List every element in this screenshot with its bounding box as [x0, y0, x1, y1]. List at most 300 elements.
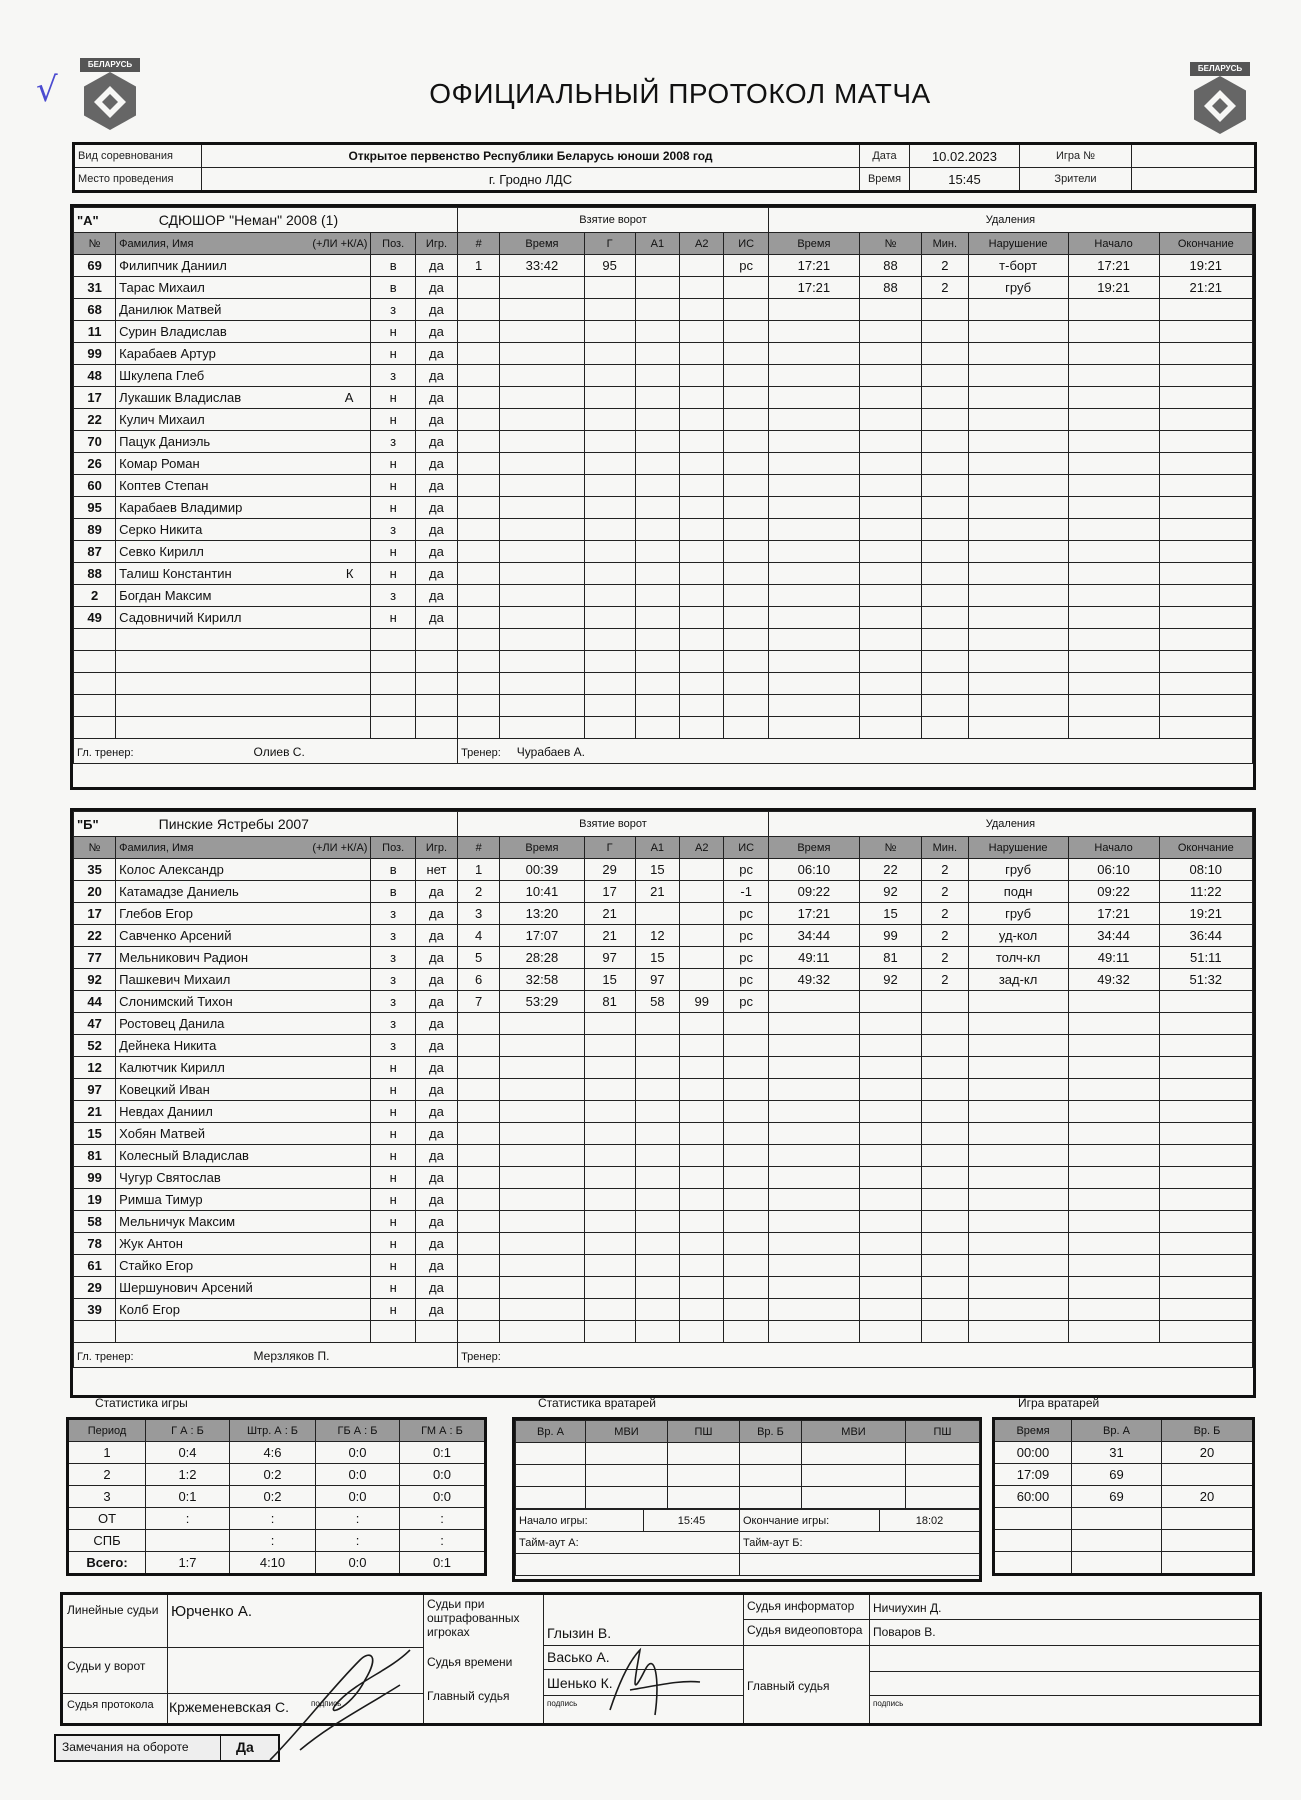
player-name: Тарас Михаил: [119, 280, 205, 295]
player-name-cell: [116, 881, 371, 903]
penalty-end: [1159, 1321, 1252, 1343]
coach-row: [74, 1343, 1253, 1368]
penalty-foul: [968, 1057, 1068, 1079]
stats-value: 4:6: [230, 1442, 316, 1464]
table-row: [74, 1057, 1253, 1079]
player-number: 99: [74, 343, 116, 365]
goal-time: 32:58: [500, 969, 584, 991]
col-header: Период: [68, 1419, 146, 1442]
penalty-time: [768, 1101, 859, 1123]
goal-a2: [680, 299, 724, 321]
check-mark: √: [36, 70, 58, 110]
team-title-row: [74, 812, 1253, 837]
match-info: [72, 142, 1257, 193]
player-number: 2: [74, 585, 116, 607]
table-row: [74, 1101, 1253, 1123]
player-name: Колос Александр: [119, 862, 224, 877]
goal-a2: [680, 563, 724, 585]
protocol-sign-label: подпись: [311, 1699, 342, 1708]
goalie-stats-header: [516, 1421, 980, 1443]
player-name-cell: [116, 1101, 371, 1123]
coach-name: Чурабаев А.: [516, 744, 585, 759]
goal-g: 81: [584, 991, 635, 1013]
player-position: н: [371, 343, 415, 365]
right-logo: [1190, 62, 1250, 140]
table-row: [74, 607, 1253, 629]
player-name: Коптев Степан: [119, 478, 209, 493]
player-number: 17: [74, 903, 116, 925]
player-position: н: [371, 321, 415, 343]
player-name: Пацук Даниэль: [119, 434, 211, 449]
stats-row: [68, 1552, 486, 1575]
penalty-foul: груб: [968, 859, 1068, 881]
stats-row: [68, 1508, 486, 1530]
goal-a2: [680, 1277, 724, 1299]
penalty-time: 17:21: [768, 277, 859, 299]
player-name-cell: [116, 1145, 371, 1167]
page-title: ОФИЦИАЛЬНЫЙ ПРОТОКОЛ МАТЧА: [429, 78, 931, 109]
player-name-cell: [116, 563, 371, 585]
goal-n: [458, 1255, 500, 1277]
penalty-time: [768, 1035, 859, 1057]
player-name-cell: [116, 387, 371, 409]
goal-time: [500, 1013, 584, 1035]
goal-n: [458, 1189, 500, 1211]
penalty-foul: [968, 431, 1068, 453]
player-name: Комар Роман: [119, 456, 200, 471]
stats-value: :: [316, 1530, 400, 1552]
player-name: Карабаев Артур: [119, 346, 216, 361]
goals-title: Взятие ворот: [458, 812, 769, 837]
goal-time: 33:42: [500, 255, 584, 277]
player-number: 39: [74, 1299, 116, 1321]
player-number: 60: [74, 475, 116, 497]
game-stats-title: Статистика игры: [95, 1396, 188, 1410]
goal-a2: [680, 1145, 724, 1167]
goal-a1: [635, 1035, 679, 1057]
goal-time: [500, 519, 584, 541]
goal-is: [724, 695, 768, 717]
goalie-stats-table: [515, 1420, 980, 1509]
penalty-foul: [968, 1233, 1068, 1255]
penalty-time: [768, 563, 859, 585]
penalty-end: [1159, 541, 1252, 563]
team-a-block: [70, 204, 1256, 790]
goal-is: [724, 321, 768, 343]
goal-is: рс: [724, 255, 768, 277]
empty-cell: [74, 1321, 116, 1343]
penalty-end: [1159, 695, 1252, 717]
goalie-play-value: [994, 1552, 1072, 1575]
penalized-judges-value: Глызин В.: [547, 1625, 612, 1641]
player-name: Садовничий Кирилл: [119, 610, 242, 625]
player-played: да: [415, 1233, 457, 1255]
goal-g: [584, 519, 635, 541]
goal-time: [500, 387, 584, 409]
goalie-play-value: 00:00: [994, 1442, 1072, 1464]
col-header: ГМ А : Б: [400, 1419, 486, 1442]
signature-main: [600, 1640, 710, 1720]
goal-g: [584, 673, 635, 695]
stats-value: 0:4: [146, 1442, 230, 1464]
game-label: Игра №: [1020, 144, 1132, 168]
penalty-start: [1068, 1013, 1159, 1035]
penalty-end: [1159, 387, 1252, 409]
venue-label: Место проведения: [74, 168, 202, 192]
col-header: #: [458, 837, 500, 859]
goal-a2: [680, 1233, 724, 1255]
table-row: [74, 387, 1253, 409]
penalty-foul: [968, 1189, 1068, 1211]
player-number: 78: [74, 1233, 116, 1255]
penalty-start: [1068, 299, 1159, 321]
goal-a2: [680, 881, 724, 903]
goal-g: [584, 1079, 635, 1101]
goal-a2: [680, 277, 724, 299]
empty-cell: [415, 673, 457, 695]
penalty-start: [1068, 673, 1159, 695]
goal-time: [500, 1277, 584, 1299]
penalty-start: [1068, 695, 1159, 717]
player-position: н: [371, 1211, 415, 1233]
time-value: 15:45: [910, 168, 1020, 192]
goalie-times-table: [515, 1509, 980, 1576]
goal-n: [458, 1035, 500, 1057]
goal-is: [724, 1277, 768, 1299]
penalty-min: [922, 1123, 969, 1145]
penalty-min: [922, 541, 969, 563]
player-name-cell: [116, 365, 371, 387]
player-name: Богдан Максим: [119, 588, 212, 603]
penalty-end: [1159, 1079, 1252, 1101]
goal-time: [500, 673, 584, 695]
goal-n: [458, 299, 500, 321]
penalty-start: [1068, 1035, 1159, 1057]
goal-is: [724, 585, 768, 607]
table-row: [74, 409, 1253, 431]
penalty-start: 09:22: [1068, 881, 1159, 903]
goal-time: [500, 585, 584, 607]
penalty-time: [768, 431, 859, 453]
goal-a1: [635, 1299, 679, 1321]
col-header: [116, 233, 371, 255]
penalty-no: [859, 1299, 921, 1321]
player-position: з: [371, 1035, 415, 1057]
penalty-min: [922, 409, 969, 431]
goal-a1: 12: [635, 925, 679, 947]
player-name: Колесный Владислав: [119, 1148, 249, 1163]
table-row: [74, 651, 1253, 673]
main-judge-value: Шенько К.: [547, 1675, 613, 1691]
player-played: да: [415, 1079, 457, 1101]
goal-a1: [635, 475, 679, 497]
goalie-play-row: [994, 1442, 1254, 1464]
penalty-start: [1068, 1145, 1159, 1167]
player-played: да: [415, 1167, 457, 1189]
goal-is: рс: [724, 947, 768, 969]
penalty-no: [859, 585, 921, 607]
penalties-title: Удаления: [768, 208, 1252, 233]
signature-protocol: [260, 1630, 430, 1770]
stats-row: [68, 1486, 486, 1508]
goal-n: [458, 453, 500, 475]
table-row: [74, 585, 1253, 607]
goal-is: [724, 673, 768, 695]
penalty-no: [859, 387, 921, 409]
stats-value: 0:1: [400, 1442, 486, 1464]
col-header: №: [74, 837, 116, 859]
penalty-foul: [968, 1167, 1068, 1189]
player-number: 31: [74, 277, 116, 299]
player-played: да: [415, 991, 457, 1013]
stats-value: 0:2: [230, 1464, 316, 1486]
goal-a2: 99: [680, 991, 724, 1013]
penalty-no: [859, 607, 921, 629]
penalty-end: [1159, 519, 1252, 541]
penalty-min: [922, 1189, 969, 1211]
goal-time: [500, 563, 584, 585]
goal-a2: [680, 409, 724, 431]
player-position: в: [371, 277, 415, 299]
table-row: [74, 903, 1253, 925]
penalty-min: [922, 1167, 969, 1189]
penalty-no: [859, 1057, 921, 1079]
penalty-min: [922, 607, 969, 629]
goalie-play-value: 17:09: [994, 1464, 1072, 1486]
goal-g: [584, 541, 635, 563]
player-name-cell: [116, 991, 371, 1013]
goal-a2: [680, 343, 724, 365]
goal-n: [458, 717, 500, 739]
penalty-start: 17:21: [1068, 903, 1159, 925]
col-header: МВИ: [586, 1421, 668, 1443]
player-position: з: [371, 365, 415, 387]
col-header: [116, 837, 371, 859]
head-coach-label: Гл. тренер:: [77, 1350, 134, 1363]
col-header: ПШ: [668, 1421, 740, 1443]
penalty-no: [859, 409, 921, 431]
goal-is: [724, 607, 768, 629]
penalty-end: 51:32: [1159, 969, 1252, 991]
goalie-play-value: 69: [1072, 1464, 1162, 1486]
player-number: 35: [74, 859, 116, 881]
goal-is: рс: [724, 969, 768, 991]
goalie-play-value: [1072, 1552, 1162, 1575]
date-value: 10.02.2023: [910, 144, 1020, 168]
goal-a2: [680, 607, 724, 629]
player-name: Невдах Даниил: [119, 1104, 213, 1119]
player-position: н: [371, 475, 415, 497]
goal-a2: [680, 453, 724, 475]
player-name: Стайко Егор: [119, 1258, 194, 1273]
penalty-end: [1159, 1101, 1252, 1123]
player-played: да: [415, 563, 457, 585]
penalty-start: [1068, 1255, 1159, 1277]
player-number: 70: [74, 431, 116, 453]
goal-a2: [680, 1211, 724, 1233]
penalty-no: [859, 1145, 921, 1167]
player-name-cell: [116, 1035, 371, 1057]
start-value: 15:45: [644, 1510, 740, 1532]
table-row: [74, 1255, 1253, 1277]
goal-n: [458, 1167, 500, 1189]
table-row: [74, 299, 1253, 321]
player-number: 21: [74, 1101, 116, 1123]
empty-cell: [371, 651, 415, 673]
penalty-no: [859, 1123, 921, 1145]
game-value: [1132, 144, 1256, 168]
goal-n: [458, 673, 500, 695]
goal-n: [458, 1013, 500, 1035]
penalty-start: [1068, 651, 1159, 673]
goal-is: рс: [724, 903, 768, 925]
table-row: [74, 717, 1253, 739]
goal-g: [584, 321, 635, 343]
goal-is: -1: [724, 881, 768, 903]
goalie-play-row: [994, 1530, 1254, 1552]
period-label: 1: [68, 1442, 146, 1464]
goal-a1: [635, 673, 679, 695]
stats-value: [146, 1530, 230, 1552]
stats-row: [68, 1442, 486, 1464]
penalty-end: 11:22: [1159, 881, 1252, 903]
player-name-cell: [116, 343, 371, 365]
table-row: [74, 629, 1253, 651]
goal-time: 13:20: [500, 903, 584, 925]
penalty-time: [768, 409, 859, 431]
penalty-end: [1159, 431, 1252, 453]
penalty-end: 21:21: [1159, 277, 1252, 299]
player-played: да: [415, 497, 457, 519]
player-position: н: [371, 1189, 415, 1211]
goalie-play-value: 60:00: [994, 1486, 1072, 1508]
goal-is: [724, 1079, 768, 1101]
penalty-foul: [968, 409, 1068, 431]
penalty-start: [1068, 563, 1159, 585]
penalty-time: [768, 695, 859, 717]
player-played: да: [415, 1035, 457, 1057]
empty-cell: [116, 673, 371, 695]
penalty-no: 88: [859, 255, 921, 277]
penalty-time: 34:44: [768, 925, 859, 947]
table-row: [74, 321, 1253, 343]
penalty-no: [859, 991, 921, 1013]
table-row: [74, 1277, 1253, 1299]
player-name-cell: [116, 277, 371, 299]
empty-cell: [371, 717, 415, 739]
goal-n: 4: [458, 925, 500, 947]
goal-time: [500, 1189, 584, 1211]
goal-n: [458, 343, 500, 365]
table-row: [74, 563, 1253, 585]
goal-a1: [635, 343, 679, 365]
goal-n: [458, 1211, 500, 1233]
goal-is: [724, 409, 768, 431]
goalie-play-row: [994, 1464, 1254, 1486]
goal-g: [584, 1277, 635, 1299]
penalty-foul: т-борт: [968, 255, 1068, 277]
penalty-start: [1068, 1321, 1159, 1343]
col-header: Поз.: [371, 837, 415, 859]
player-number: 88: [74, 563, 116, 585]
goal-time: [500, 321, 584, 343]
table-row: [74, 453, 1253, 475]
penalty-end: [1159, 651, 1252, 673]
stats-value: 0:0: [400, 1486, 486, 1508]
player-name-cell: [116, 1255, 371, 1277]
team-title: [74, 812, 458, 837]
goal-a1: [635, 277, 679, 299]
penalized-judges-label: Судьи при оштрафованных игроках: [427, 1597, 520, 1639]
goal-time: [500, 1035, 584, 1057]
penalty-foul: [968, 1079, 1068, 1101]
penalty-start: [1068, 1211, 1159, 1233]
goalie-play-value: [994, 1508, 1072, 1530]
goalie-play-row: [994, 1552, 1254, 1575]
goal-g: [584, 365, 635, 387]
empty-cell: [415, 695, 457, 717]
goal-a1: [635, 607, 679, 629]
penalty-no: [859, 563, 921, 585]
penalty-end: 19:21: [1159, 903, 1252, 925]
goal-g: [584, 695, 635, 717]
penalty-no: [859, 343, 921, 365]
penalty-time: [768, 991, 859, 1013]
player-name-cell: [116, 1167, 371, 1189]
goalie-play-value: [994, 1530, 1072, 1552]
goal-a1: [635, 1145, 679, 1167]
goal-a2: [680, 859, 724, 881]
table-row: [74, 1013, 1253, 1035]
penalty-time: [768, 717, 859, 739]
spectators-label: Зрители: [1020, 168, 1132, 192]
penalty-time: [768, 629, 859, 651]
penalty-min: [922, 1013, 969, 1035]
player-number: 29: [74, 1277, 116, 1299]
player-number: 11: [74, 321, 116, 343]
stats-value: 0:0: [316, 1486, 400, 1508]
player-name: Дейнека Никита: [119, 1038, 217, 1053]
remarks-box: [54, 1734, 280, 1762]
goal-g: 95: [584, 255, 635, 277]
penalty-time: [768, 1013, 859, 1035]
penalty-min: [922, 475, 969, 497]
penalty-start: [1068, 1299, 1159, 1321]
column-header-row: [74, 233, 1253, 255]
player-position: н: [371, 1079, 415, 1101]
player-name: Ростовец Данила: [119, 1016, 225, 1031]
player-name-cell: [116, 1123, 371, 1145]
goal-a1: [635, 1167, 679, 1189]
penalty-no: [859, 673, 921, 695]
stats-value: 4:10: [230, 1552, 316, 1575]
goal-g: [584, 1013, 635, 1035]
penalty-foul: зад-кл: [968, 969, 1068, 991]
table-row: [74, 991, 1253, 1013]
penalty-min: [922, 1057, 969, 1079]
player-name: Пашкевич Михаил: [119, 972, 231, 987]
goal-is: рс: [724, 859, 768, 881]
penalty-foul: уд-кол: [968, 925, 1068, 947]
goal-a1: [635, 497, 679, 519]
empty-cell: [371, 695, 415, 717]
penalty-no: 88: [859, 277, 921, 299]
penalty-end: [1159, 1035, 1252, 1057]
col-header: Г: [584, 837, 635, 859]
penalty-min: 2: [922, 277, 969, 299]
goal-a1: [635, 1123, 679, 1145]
penalty-no: 81: [859, 947, 921, 969]
